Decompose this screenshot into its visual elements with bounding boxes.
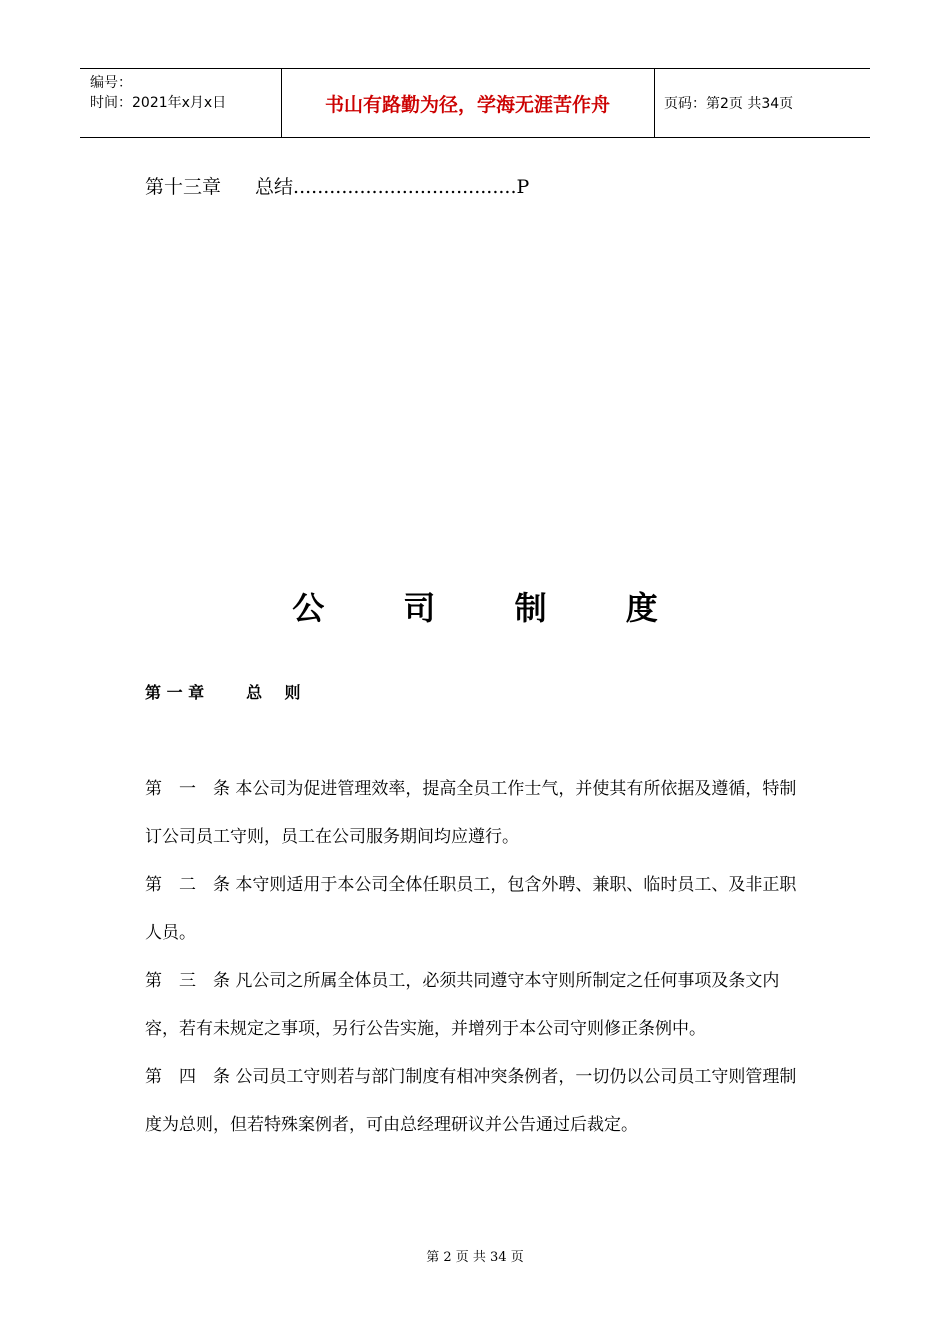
page-indicator: 页码：第2页 共34页 (664, 96, 794, 112)
toc-leader: .....................................P (293, 176, 530, 198)
chapter-heading (145, 680, 300, 703)
toc-entry (145, 172, 529, 199)
document-title: 公 司 制 度 (292, 589, 692, 627)
toc-title: 总结 (255, 176, 294, 198)
article-paragraph: 第 四 条 公司员工守则若与部门制度有相冲突条例者，一切仍以公司员工守则管理制度为总则，但若特殊案例者，可由总经理研议并公告通过后裁定。 (145, 1067, 797, 1135)
header-divider (654, 69, 655, 137)
serial-number-label: 编号： (90, 75, 132, 91)
article-paragraph: 第 一 条 本公司为促进管理效率，提高全员工作士气，并使其有所依据及遵循，特制订公司员工守则，员工在公司服务期间均应遵行。 (145, 779, 797, 847)
header-motto: 书山有路勤为径，学海无涯苦作舟 (324, 93, 610, 116)
article-paragraph: 第 三 条 凡公司之所属全体员工，必须共同遵守本守则所制定之任何事项及条文内容，若有未规定之事项，另行公告实施，并增列于本公司守则修正条例中。 (145, 971, 780, 1039)
header-meta (90, 73, 226, 113)
page-header (80, 68, 870, 138)
chapter-number: 第 一 章 (145, 683, 205, 702)
article-paragraph: 第 二 条 本守则适用于本公司全体任职员工，包含外聘、兼职、临时员工、及非正职人员。 (145, 875, 797, 943)
time-label: 时间：2021年x月x日 (90, 95, 227, 111)
articles-body (145, 765, 807, 1149)
toc-chapter: 第十三章 (145, 176, 222, 198)
page-footer: 第 2 页 共 34 页 (426, 1250, 524, 1265)
chapter-title: 总 则 (246, 683, 301, 702)
